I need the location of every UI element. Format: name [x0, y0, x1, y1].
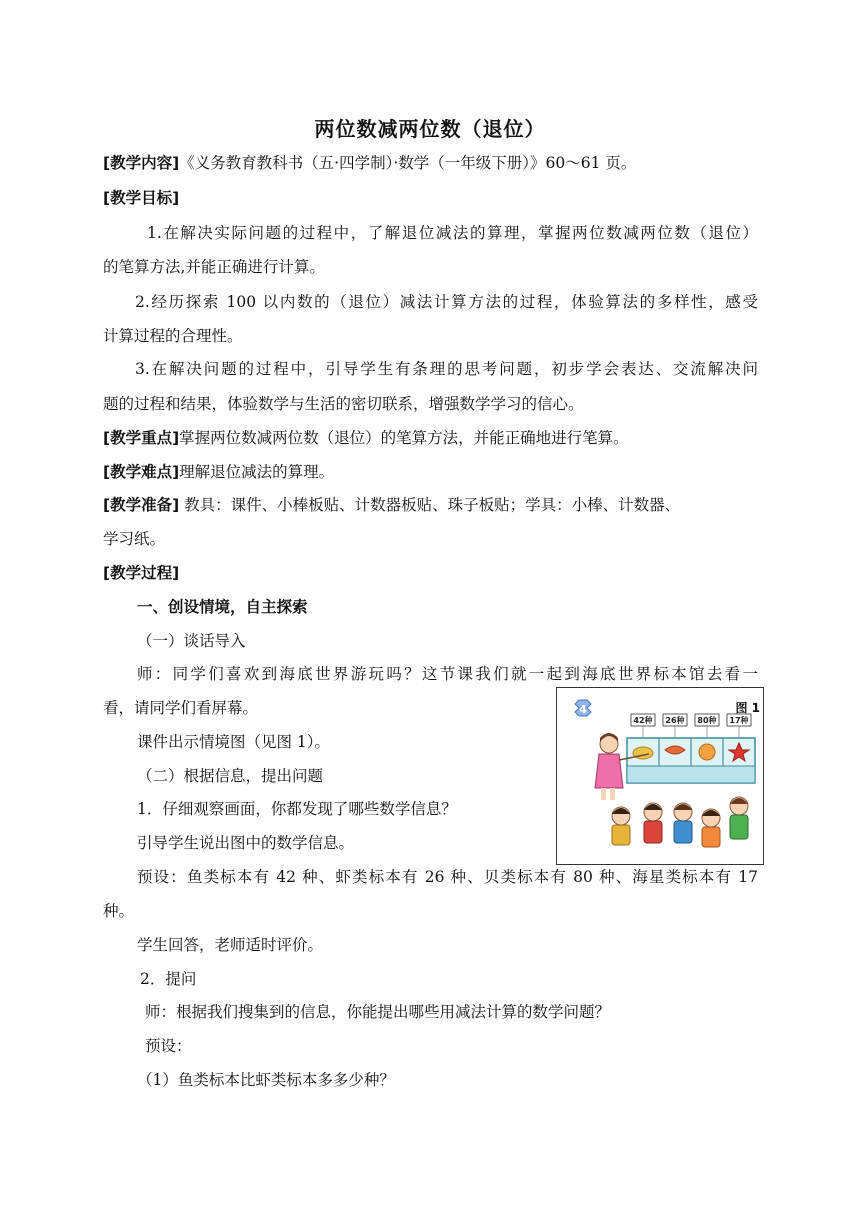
- teaching-content-line: [103, 152, 636, 174]
- subsection-heading-1: （一）谈话导入: [137, 632, 246, 650]
- teaching-content-text: 《义务教育教科书（五·四学制）·数学（一年级下册）》60～61 页。: [179, 154, 637, 172]
- teaching-process-label: [教学过程]: [103, 564, 180, 582]
- question-1: 1．仔细观察画面，你都发现了哪些数学信息？: [137, 800, 457, 818]
- difficulty-label: [教学难点]: [103, 463, 180, 481]
- preparation-text-b: 学习纸。: [103, 530, 166, 548]
- preparation-line: [103, 494, 758, 516]
- teaching-content-label: [教学内容]: [103, 154, 180, 172]
- page-badge-number: 4: [579, 703, 587, 716]
- teacher-intro-line-b: 看，请同学们看屏幕。: [103, 699, 259, 717]
- preset-answer-line-b: 种。: [103, 902, 135, 920]
- goal-2-line-b: 计算过程的合理性。: [103, 327, 243, 345]
- difficulty-line: [103, 461, 334, 483]
- student-answer-line: 学生回答，老师适时评价。: [137, 936, 324, 954]
- key-point-text: 掌握两位数减两位数（退位）的笔算方法，并能正确地进行笔算。: [179, 429, 629, 447]
- preparation-text-a: 教具：课件、小棒板贴、计数器板贴、珠子板贴；学具：小棒、计数器、: [179, 496, 681, 514]
- tag-shrimp: 26种: [665, 716, 685, 725]
- key-point-label: [教学重点]: [103, 429, 180, 447]
- difficulty-text: 理解退位减法的算理。: [179, 463, 335, 481]
- tag-fish: 42种: [633, 716, 653, 725]
- page-title: 两位数减两位数（退位）: [314, 117, 546, 141]
- goal-1-line-a: 1.在解决实际问题的过程中，了解退位减法的算理，掌握两位数减两位数（退位）: [147, 224, 758, 242]
- tag-shell: 80种: [697, 716, 717, 725]
- section-heading-1: 一、创设情境，自主探索: [137, 598, 308, 616]
- courseware-line: 课件出示情境图（见图 1）。: [137, 733, 331, 751]
- goal-2-line-a: 2.经历探索 100 以内数的（退位）减法计算方法的过程，体验算法的多样性，感受: [135, 293, 758, 311]
- specimen-tags: [631, 714, 751, 738]
- question-2-heading: 2．提问: [140, 970, 197, 988]
- goal-3-line-b: 题的过程和结果，体验数学与生活的密切联系，增强数学学习的信心。: [103, 395, 584, 413]
- students-group: [612, 797, 748, 847]
- question-2-teacher: 师：根据我们搜集到的信息，你能提出哪些用减法计算的数学问题？: [145, 1003, 611, 1021]
- figure-label: 图 1: [735, 701, 760, 715]
- scene-illustration: [556, 687, 764, 865]
- tag-starfish: 17种: [729, 716, 749, 725]
- question-2-item-1: （1）鱼类标本比虾类标本多多少种？: [137, 1071, 395, 1089]
- page-number-badge: [575, 700, 591, 716]
- question-1-guide: 引导学生说出图中的数学信息。: [137, 834, 355, 852]
- scene-drawing: [557, 688, 763, 864]
- shell-specimen: [699, 744, 715, 760]
- preset-answer-line-a: 预设：鱼类标本有 42 种、虾类标本有 26 种、贝类标本有 80 种、海星类标本有 17: [137, 868, 758, 886]
- teaching-goals-label: [教学目标]: [103, 189, 180, 207]
- teacher-intro-line-a: 师：同学们喜欢到海底世界游玩吗？这节课我们就一起到海底世界标本馆去看一: [137, 665, 758, 683]
- goal-3-line-a: 3.在解决问题的过程中，引导学生有条理的思考问题，初步学会表达、交流解决问: [135, 360, 758, 378]
- question-2-preset-label: 预设：: [145, 1037, 192, 1055]
- goal-1-line-b: 的笔算方法,并能正确进行计算。: [103, 258, 325, 276]
- display-cabinet: [627, 738, 755, 783]
- preparation-label: [教学准备]: [103, 496, 180, 514]
- key-point-line: [103, 427, 629, 449]
- subsection-heading-2: （二）根据信息，提出问题: [137, 767, 324, 785]
